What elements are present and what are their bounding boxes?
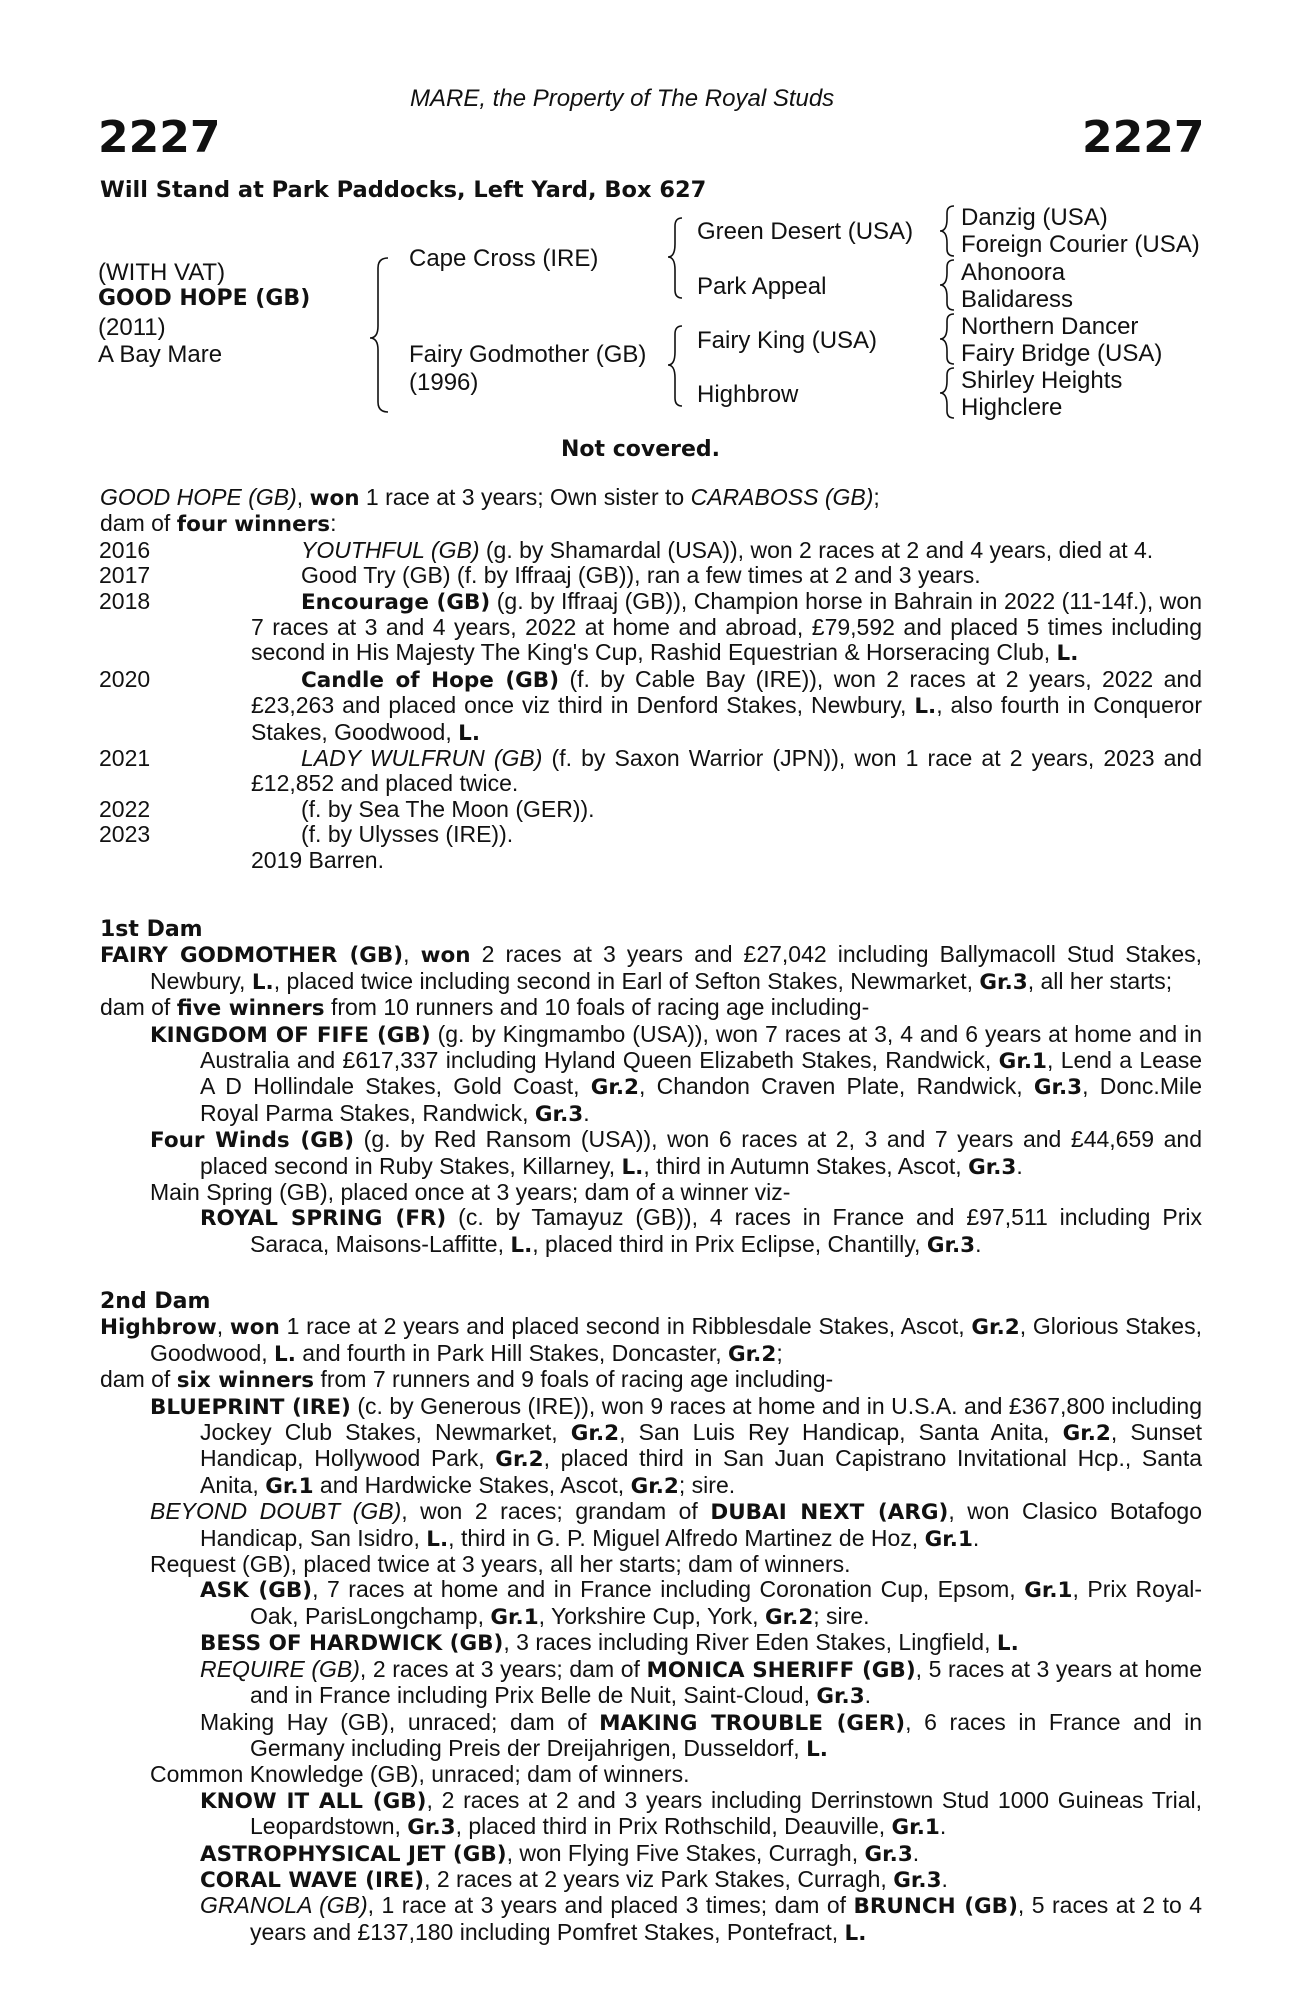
lot-number-right: 2227 <box>1082 112 1205 163</box>
sire: Cape Cross (IRE) <box>409 245 599 272</box>
making-hay <box>100 1710 1202 1763</box>
horse-description: A Bay Mare <box>98 341 223 368</box>
request: Request (GB), placed twice at 3 years, all her starts; dam of winners. <box>150 1551 851 1578</box>
first-dam-heading: 1st Dam <box>100 917 203 942</box>
bp-d: , placed third in San Juan Capistrano Invitational Hcp., Santa Anita, <box>200 1445 1202 1498</box>
rq-c: . <box>864 1682 872 1709</box>
bracket-gs-1 <box>940 206 954 256</box>
second-dam-t3: and fourth in Park Hill Stakes, Doncaster, <box>295 1339 728 1366</box>
rq-name: REQUIRE (GB) <box>200 1655 360 1682</box>
produce-2021 <box>100 746 1202 797</box>
gg-dam-3: Fairy Bridge (USA) <box>961 340 1163 367</box>
rs-a: (c. by Tamayuz (GB)), 4 races in France and £97,511 including Prix Saraca, Maisons-Laffitte, <box>250 1204 1202 1257</box>
first-dam-won: won <box>420 943 471 969</box>
rq-b: , 5 races at 3 years at home and in France including Prix Belle de Nuit, Saint-Cloud, <box>250 1655 1203 1709</box>
text-2017: Good Try (GB) (f. by Iffraaj (GB)), ran a few times at 2 and 3 years. <box>301 562 981 589</box>
dam-year: (1996) <box>409 369 479 396</box>
bracket-main <box>370 258 388 412</box>
ask-name: ASK (GB) <box>200 1578 313 1604</box>
rs-c: . <box>975 1230 982 1257</box>
text-2020b: , also fourth in Conqueror Stakes, Goodwood, <box>251 692 1202 745</box>
second-dam-heading: 2nd Dam <box>100 1289 211 1314</box>
intro-text: 1 race at 3 years; Own sister to <box>359 484 691 510</box>
bd-c: , third in G. P. Miguel Alfredo Martinez de Hoz, <box>448 1524 925 1551</box>
second-dam-dam-of <box>100 1367 1202 1393</box>
bp-b: , San Luis Rey Handicap, Santa Anita, <box>619 1419 1063 1446</box>
first-dam-l1: L. <box>251 969 274 995</box>
listed-2020a: L. <box>914 694 937 720</box>
gr-name: GRANOLA (GB) <box>200 1892 368 1919</box>
kof-b: , Lend a Lease A D Hollindale Stakes, Gold Coast, <box>200 1047 1203 1100</box>
bp-c: , Sunset Handicap, Hollywood Park, <box>200 1419 1203 1472</box>
bracket-gs-4 <box>940 368 954 418</box>
kof-g2: Gr.2 <box>590 1075 639 1101</box>
bracket-gs-3 <box>940 314 954 364</box>
kof-g3: Gr.3 <box>1033 1075 1083 1101</box>
gr-b: , 5 races at 2 to 4 years and £137,180 including Pomfret Stakes, Pontefract, <box>250 1892 1203 1945</box>
produce-record <box>100 485 1202 873</box>
kia-c: . <box>939 1813 947 1840</box>
intro-won: won <box>309 486 360 511</box>
gg-sire-3: Northern Dancer <box>961 313 1139 340</box>
bracket-gs-2 <box>940 260 954 310</box>
gg-sire-2: Ahonoora <box>961 259 1066 286</box>
gr-l: L. <box>844 1920 867 1946</box>
intro-name: GOOD HOPE (GB) <box>100 484 297 510</box>
produce-2018 <box>100 589 1202 667</box>
kof-c: , Chandon Craven Plate, Randwick, <box>639 1073 1034 1100</box>
kof-a: (g. by Kingmambo (USA)), won 7 races at 3, 4 and 6 years at home and in Australia and £617,337 including Hyland Queen Elizabeth Stakes, Randwick, <box>200 1020 1202 1074</box>
rs-g: Gr.3 <box>926 1232 976 1258</box>
text-2016: (g. by Shamardal (USA)), won 2 races at 2 and 4 years, died at 4. <box>479 536 1154 563</box>
first-dam-section <box>100 917 1202 1258</box>
first-dam-g1: Gr.3 <box>979 969 1028 995</box>
ask-g1: Gr.1 <box>1024 1578 1073 1604</box>
boh-l: L. <box>996 1631 1019 1657</box>
ask-c: , Yorkshire Cup, York, <box>538 1602 765 1629</box>
blueprint <box>100 1394 1202 1500</box>
text-2021: (f. by Saxon Warrior (JPN)), won 1 race at 2 years, 2023 and £12,852 and placed twice. <box>251 745 1202 797</box>
name-2021: LADY WULFRUN (GB) <box>301 745 543 772</box>
ask-a: , 7 races at home and in France including Coronation Cup, Epsom, <box>312 1576 1025 1603</box>
text-2018: (g. by Iffraaj (GB)), Champion horse in Bahrain in 2022 (11-14f.), won 7 races at 3 and 4 years, 2022 at home and abroad, £79,592 and placed 5 times including second in His Majesty The King's Cup, Rashid Equestrian & Horseracing Club, <box>251 587 1203 666</box>
second-dam-g1: Gr.2 <box>971 1315 1020 1341</box>
horse-name: GOOD HOPE (GB) <box>98 286 311 311</box>
second-dam-winners: six winners <box>176 1368 315 1394</box>
second-dam-g2: Gr.2 <box>728 1341 777 1367</box>
mh-l: L. <box>806 1736 828 1762</box>
colon: : <box>330 510 337 537</box>
coral-wave <box>100 1867 1202 1893</box>
second-dam-l1: L. <box>274 1341 296 1367</box>
fw-b: , third in Autumn Stakes, Ascot, <box>643 1152 969 1179</box>
bracket-sire <box>668 218 682 298</box>
bd-dubai-next: DUBAI NEXT (ARG) <box>710 1500 949 1526</box>
common-knowledge: Common Knowledge (GB), unraced; dam of winners. <box>150 1761 690 1788</box>
aj-b: . <box>912 1839 920 1866</box>
intro-text-end: ; <box>873 484 880 510</box>
bess-of-hardwick <box>100 1630 1202 1656</box>
rs-l: L. <box>510 1232 533 1258</box>
bp-g3: Gr.2 <box>495 1447 544 1473</box>
main-spring: Main Spring (GB), placed once at 3 years; dam of a winner viz- <box>150 1179 791 1206</box>
vat-note: (WITH VAT) <box>98 259 226 286</box>
year-2017: 2017 <box>99 562 151 589</box>
beyond-doubt <box>100 1499 1202 1552</box>
bracket-dam <box>668 326 682 406</box>
year-2018: 2018 <box>99 587 151 614</box>
second-dam-damrest: from 7 runners and 9 foals of racing age including- <box>314 1366 834 1393</box>
first-dam-t1: 2 races at 3 years and £27,042 including Ballymacoll Stud Stakes, Newbury, <box>150 941 1203 994</box>
aj-a: , won Flying Five Stakes, Curragh, <box>506 1839 865 1866</box>
bd-a: , won 2 races; grandam of <box>401 1498 711 1525</box>
fw-name: Four Winds (GB) <box>150 1128 355 1154</box>
text-2022: (f. by Sea The Moon (GER)). <box>301 795 595 822</box>
gg-sire-4: Shirley Heights <box>961 367 1123 394</box>
year-2020: 2020 <box>99 665 151 692</box>
royal-spring <box>100 1205 1202 1258</box>
bd-g: Gr.1 <box>924 1526 973 1552</box>
kia-g1: Gr.3 <box>407 1815 456 1841</box>
gr-a: , 1 race at 3 years and placed 3 times; dam of <box>367 1892 854 1919</box>
kof-e: . <box>583 1099 590 1126</box>
gg-dam-1: Foreign Courier (USA) <box>961 231 1200 258</box>
fw-a: (g. by Red Ransom (USA)), won 6 races at 2, 3 and 7 years and £44,659 and placed second in Ruby Stakes, Killarney, <box>200 1126 1202 1179</box>
ask-b: , Prix Royal-Oak, ParisLongchamp, <box>250 1576 1202 1629</box>
first-dam-record: FAIRY GODMOTHER (GB), won 2 races at 3 years and £27,042 including Ballymacoll Stud Stakes, Newbury, L., placed twice including second in Earl of Sefton Stakes, Newmarket, Gr.3, all her starts; <box>100 941 1203 995</box>
sire-dam: Park Appeal <box>697 273 827 300</box>
rs-b: , placed third in Prix Eclipse, Chantilly, <box>532 1230 927 1257</box>
ask-g2: Gr.1 <box>490 1604 539 1630</box>
name-2020: Candle of Hope (GB) <box>301 667 560 693</box>
know-it-all <box>100 1788 1202 1841</box>
first-dam-t3: , all her starts; <box>1027 967 1173 994</box>
year-2023: 2023 <box>99 821 151 848</box>
dam: Fairy Godmother (GB) <box>409 341 647 368</box>
bp-f: ; sire. <box>678 1471 736 1498</box>
first-dam-t2: , placed twice including second in Earl of Sefton Stakes, Newmarket, <box>273 967 980 994</box>
gg-dam-2: Balidaress <box>961 286 1074 313</box>
kof-name: KINGDOM OF FIFE (GB) <box>150 1022 431 1048</box>
intro-dam-of <box>100 511 1202 537</box>
bp-name: BLUEPRINT (IRE) <box>150 1394 351 1420</box>
cw-a: , 2 races at 2 years viz Park Stakes, Curragh, <box>424 1865 894 1892</box>
four-winds <box>100 1127 1202 1180</box>
dam-sire: Fairy King (USA) <box>697 327 878 354</box>
second-dam-damof: dam of <box>100 1366 177 1393</box>
second-dam-t4: ; <box>776 1339 783 1366</box>
kof-g1: Gr.1 <box>998 1049 1047 1075</box>
listed-2020b: L. <box>458 720 480 746</box>
produce-2017 <box>100 563 1202 588</box>
rs-name: ROYAL SPRING (FR) <box>200 1206 447 1232</box>
ask-g3: Gr.2 <box>764 1604 814 1630</box>
kia-g2: Gr.1 <box>891 1815 940 1841</box>
kia-a: , 2 races at 2 and 3 years including Derrinstown Stud 1000 Guineas Trial, Leopardstown, <box>250 1786 1203 1840</box>
produce-2020 <box>100 667 1202 746</box>
catalogue-subtitle: MARE, the Property of The Royal Studs <box>410 85 835 112</box>
first-dam-damrest: from 10 runners and 10 foals of racing age including- <box>324 994 870 1021</box>
text-2023: (f. by Ulysses (IRE)). <box>301 821 514 848</box>
cw-b: . <box>941 1865 948 1892</box>
bd-d: . <box>972 1524 980 1551</box>
second-dam-won: won <box>229 1315 280 1341</box>
gg-sire-1: Danzig (USA) <box>961 204 1108 231</box>
bp-g5: Gr.2 <box>630 1473 679 1499</box>
aj-g: Gr.3 <box>864 1841 913 1867</box>
year-2021: 2021 <box>99 745 151 772</box>
kia-name: KNOW IT ALL (GB) <box>200 1788 427 1814</box>
rq-g: Gr.3 <box>816 1684 865 1710</box>
first-dam-winners: five winners <box>176 996 325 1022</box>
bp-a: (c. by Generous (IRE)), won 9 races at home and in U.S.A. and £367,800 including Jockey Club Stakes, Newmarket, <box>200 1392 1202 1446</box>
granola <box>100 1893 1202 1946</box>
second-dam-t1: 1 race at 2 years and placed second in Ribblesdale Stakes, Ascot, <box>279 1313 972 1340</box>
listed-2018: L. <box>1056 641 1079 667</box>
bd-b: , won Clasico Botafogo Handicap, San Isidro, <box>200 1498 1203 1551</box>
winners-count: four winners <box>176 512 331 538</box>
ask <box>100 1577 1202 1630</box>
fw-g: Gr.3 <box>968 1154 1017 1180</box>
produce-barren: 2019 Barren. <box>251 846 384 873</box>
stand-location: Will Stand at Park Paddocks, Left Yard, Box 627 <box>100 177 707 203</box>
bp-g2: Gr.2 <box>1062 1421 1111 1447</box>
year-2022: 2022 <box>99 795 151 822</box>
rq-a: , 2 races at 3 years; dam of <box>359 1655 647 1682</box>
first-dam-name: FAIRY GODMOTHER (GB) <box>100 943 404 969</box>
cw-g: Gr.3 <box>893 1867 942 1893</box>
astrophysical-jet <box>100 1841 1202 1867</box>
boh-a: , 3 races including River Eden Stakes, Lingfield, <box>503 1629 997 1656</box>
intro-line: GOOD HOPE (GB), won 1 race at 3 years; Own sister to CARABOSS (GB); <box>100 484 880 511</box>
kia-b: , placed third in Prix Rothschild, Deauville, <box>455 1813 892 1840</box>
produce-2016 <box>100 538 1202 563</box>
name-2016: YOUTHFUL (GB) <box>301 536 480 563</box>
first-dam-dam-of <box>100 995 1202 1021</box>
second-dam-comma: , <box>216 1313 230 1340</box>
cw-name: CORAL WAVE (IRE) <box>200 1867 425 1893</box>
bp-e: and Hardwicke Stakes, Ascot, <box>313 1471 631 1498</box>
bp-g4: Gr.1 <box>265 1473 314 1499</box>
year-2016: 2016 <box>99 536 151 563</box>
require <box>100 1657 1202 1710</box>
gr-brunch: BRUNCH (GB) <box>853 1894 1018 1920</box>
not-covered-note: Not covered. <box>561 437 720 462</box>
kingdom-of-fife <box>100 1022 1202 1128</box>
horse-year: (2011) <box>98 314 166 341</box>
bp-g1: Gr.2 <box>570 1421 620 1447</box>
lot-number-left: 2227 <box>98 112 221 163</box>
first-dam-damof: dam of <box>100 994 177 1021</box>
dam-of-label: dam of <box>100 510 177 537</box>
second-dam-record <box>100 1314 1202 1367</box>
name-2018: Encourage (GB) <box>301 589 491 615</box>
ask-d: ; sire. <box>813 1602 870 1629</box>
fw-c: . <box>1016 1152 1023 1179</box>
bd-l: L. <box>426 1526 449 1552</box>
dam-dam: Highbrow <box>697 381 799 408</box>
second-dam-name: Highbrow <box>100 1315 217 1341</box>
mh-making-trouble: MAKING TROUBLE (GER) <box>599 1710 906 1736</box>
gg-dam-4: Highclere <box>961 394 1063 421</box>
produce-2023 <box>100 822 1202 847</box>
aj-name: ASTROPHYSICAL JET (GB) <box>200 1841 507 1867</box>
kof-g4: Gr.3 <box>534 1101 584 1127</box>
rq-monica-sheriff: MONICA SHERIFF (GB) <box>646 1657 916 1683</box>
pedigree-brackets <box>0 0 1314 440</box>
mh-a: Making Hay (GB), unraced; dam of <box>200 1708 600 1735</box>
text-2020a: (f. by Cable Bay (IRE)), won 2 races at 2 years, 2022 and £23,263 and placed once viz third in Denford Stakes, Newbury, <box>251 665 1202 719</box>
mh-b: , 6 races in France and in Germany including Preis der Dreijahrigen, Dusseldorf, <box>250 1708 1203 1761</box>
sire-sire: Green Desert (USA) <box>697 218 914 245</box>
produce-2022 <box>100 797 1202 822</box>
boh-name: BESS OF HARDWICK (GB) <box>200 1631 504 1657</box>
fw-l: L. <box>621 1154 644 1180</box>
bd-name: BEYOND DOUBT (GB) <box>150 1498 402 1525</box>
second-dam-t2: , Glorious Stakes, Goodwood, <box>150 1313 1202 1366</box>
kof-d: , Donc.Mile Royal Parma Stakes, Randwick, <box>200 1073 1202 1126</box>
second-dam-section <box>100 1289 1202 1946</box>
intro-sister: CARABOSS (GB) <box>690 484 874 510</box>
